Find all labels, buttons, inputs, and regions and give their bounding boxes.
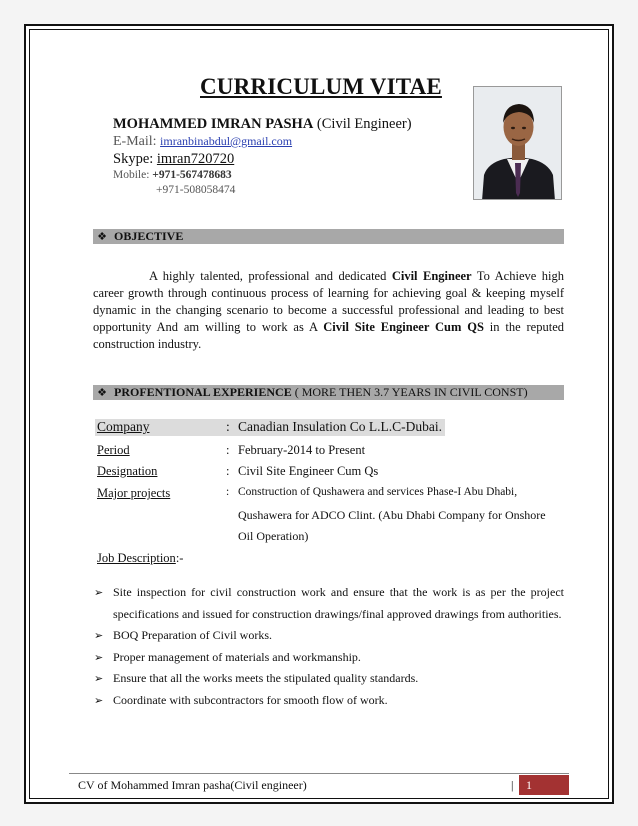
list-item: ➢ Ensure that all the works meets the stipulated quality standards. bbox=[93, 668, 564, 690]
name-line bbox=[113, 116, 412, 133]
arrow-bullet-icon: ➢ bbox=[94, 672, 104, 685]
arrow-bullet-icon: ➢ bbox=[94, 586, 104, 599]
skype-id: imran720720 bbox=[156, 151, 235, 167]
colon: : bbox=[226, 443, 230, 457]
objective-bold-2: Civil Site Engineer Cum QS bbox=[323, 320, 484, 334]
skype-label: Skype: bbox=[113, 151, 154, 167]
profile-photo bbox=[473, 86, 562, 200]
objective-bold-1: Civil Engineer bbox=[391, 269, 472, 283]
experience-heading-note: ( MORE THEN 3.7 YEARS IN CIVIL CONST) bbox=[294, 385, 528, 399]
diamond-bullet-icon: ❖ bbox=[97, 387, 107, 399]
projects-line-2: Qushawera for ADCO Clint. (Abu Dhabi Company for Onshore bbox=[238, 508, 546, 522]
candidate-name: MOHAMMED IMRAN PASHA bbox=[113, 116, 314, 132]
job-description-suffix: :- bbox=[175, 551, 184, 565]
email-line bbox=[113, 133, 412, 150]
projects-line-1: Construction of Qushawera and services Phase-I Abu Dhabi, bbox=[238, 486, 518, 498]
footer-text: CV of Mohammed Imran pasha(Civil engineer) bbox=[78, 778, 307, 792]
period-label: Period bbox=[97, 443, 130, 457]
diamond-bullet-icon: ❖ bbox=[97, 231, 107, 243]
designation-label: Designation bbox=[97, 464, 158, 478]
duties-list bbox=[93, 582, 564, 711]
footer-separator: | bbox=[511, 778, 514, 792]
company-label: Company bbox=[97, 419, 150, 434]
skype-line bbox=[113, 150, 412, 168]
colon: : bbox=[226, 464, 230, 478]
objective-text-3: in the reputed construction industry. bbox=[93, 320, 564, 351]
objective-heading: OBJECTIVE bbox=[114, 229, 184, 243]
mobile-number-2: +971-508058474 bbox=[156, 184, 236, 196]
experience-heading: PROFENTIONAL EXPERIENCE bbox=[114, 385, 292, 399]
projects-line-3: Oil Operation) bbox=[238, 529, 309, 543]
candidate-role: (Civil Engineer) bbox=[316, 116, 412, 132]
arrow-bullet-icon: ➢ bbox=[94, 629, 104, 642]
email-label: E-Mail: bbox=[113, 134, 157, 149]
job-description-text: Job Description bbox=[97, 551, 176, 565]
document-title: CURRICULUM VITAE bbox=[200, 74, 442, 99]
colon: : bbox=[226, 419, 230, 434]
page-number-badge: 1 bbox=[519, 775, 569, 795]
arrow-bullet-icon: ➢ bbox=[94, 650, 104, 664]
company-value: Canadian Insulation Co L.L.C-Dubai. bbox=[238, 419, 442, 434]
objective-text-1: A highly talented, professional and dedicated bbox=[149, 269, 387, 283]
period-value: February-2014 to Present bbox=[238, 443, 366, 457]
objective-paragraph bbox=[93, 268, 564, 353]
objective-section-bar bbox=[93, 229, 564, 244]
objective-text-2: To Achieve high career growth through continuous process of learning for achieving goal & keeping myself dynamic in the changing scenario to become a successful professional and leading to best opportunity And am willing to work as A bbox=[93, 269, 564, 334]
designation-value: Civil Site Engineer Cum Qs bbox=[238, 464, 379, 478]
email-link[interactable]: imranbinabdul@gmail.com bbox=[160, 134, 293, 148]
footer-divider bbox=[69, 773, 569, 774]
portrait-image bbox=[474, 87, 562, 200]
contact-block bbox=[113, 116, 412, 197]
list-item: ➢ BOQ Preparation of Civil works. bbox=[93, 625, 564, 647]
mobile-number-1: +971-567478683 bbox=[152, 169, 232, 181]
experience-section-bar bbox=[93, 385, 564, 400]
mobile-label: Mobile: bbox=[113, 169, 150, 181]
arrow-bullet-icon: ➢ bbox=[94, 693, 104, 707]
job-description-label bbox=[97, 551, 183, 566]
list-item: ➢ Proper management of materials and workmanship. bbox=[93, 647, 564, 669]
list-item: ➢ Coordinate with subcontractors for smooth flow of work. bbox=[93, 690, 564, 712]
colon: : bbox=[226, 486, 230, 498]
projects-label: Major projects bbox=[97, 486, 171, 500]
mobile-line bbox=[113, 168, 412, 183]
list-item: ➢ Site inspection for civil construction work and ensure that the work is as per the project specifications and issued for construction drawings/final approved drawings from authorities. bbox=[93, 582, 564, 625]
